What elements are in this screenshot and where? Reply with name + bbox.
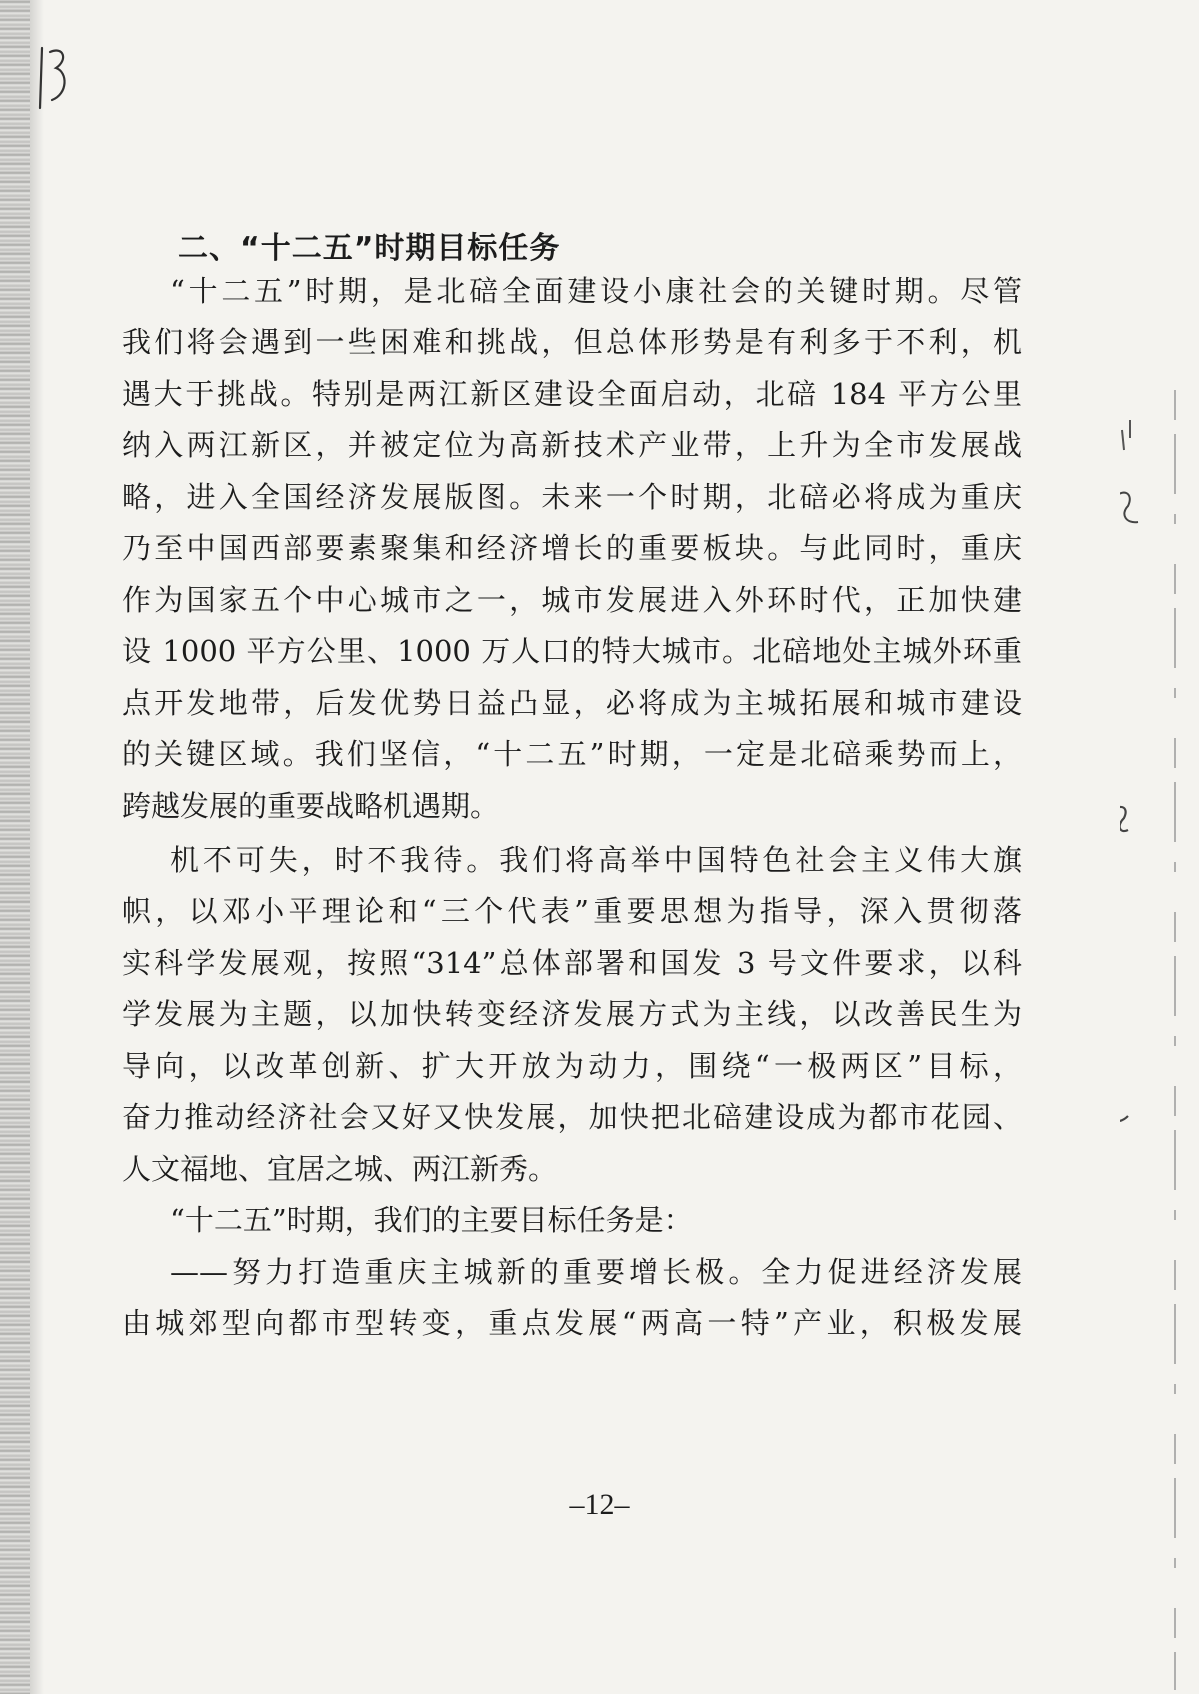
section-title: 二、“十二五”时期目标任务 [178,231,561,266]
paragraph-line-4: 纳入两江新区，并被定位为高新技术产业带，上升为全市发展战 [122,428,1022,462]
paragraph-line-9: 点开发地带，后发优势日益凸显，必将成为主城拓展和城市建设 [122,686,1022,720]
paragraph-line-5: 略，进入全国经济发展版图。未来一个时期，北碚必将成为重庆 [122,480,1022,514]
paragraph-line-18: 人文福地、宜居之城、两江新秀。 [122,1152,558,1186]
paragraph-line-11: 跨越发展的重要战略机遇期。 [122,789,500,823]
paragraph-line-13: 帜，以邓小平理论和“三个代表”重要思想为指导，深入贯彻落 [122,894,1022,928]
paragraph-line-2: 我们将会遇到一些困难和挑战，但总体形势是有利多于不利，机 [122,325,1022,359]
scan-binding-shadow [30,0,44,1694]
paragraph-line-8: 设 1000 平方公里、1000 万人口的特大城市。北碚地处主城外环重 [122,634,1022,668]
handwritten-margin-note [34,38,74,118]
paragraph-line-12: 机不可失，时不我待。我们将高举中国特色社会主义伟大旗 [170,843,1022,877]
paragraph-line-3: 遇大于挑战。特别是两江新区建设全面启动，北碚 184 平方公里 [122,377,1022,411]
paragraph-line-16: 导向，以改革创新、扩大开放为动力，围绕“一极两区”目标， [122,1049,1022,1083]
paragraph-line-15: 学发展为主题，以加快转变经济发展方式为主线，以改善民生为 [122,997,1022,1031]
paragraph-line-10: 的关键区域。我们坚信，“十二五”时期，一定是北碚乘势而上， [122,737,1022,771]
paragraph-line-6: 乃至中国西部要素聚集和经济增长的重要板块。与此同时，重庆 [122,531,1022,565]
paragraph-line-20: ——努力打造重庆主城新的重要增长极。全力促进经济发展 [170,1255,1022,1289]
paragraph-line-19: “十二五”时期，我们的主要目标任务是： [170,1203,693,1237]
scan-binding-edge [0,0,30,1694]
page-number: –12– [569,1488,630,1521]
paragraph-line-17: 奋力推动经济社会又好又快发展，加快把北碚建设成为都市花园、 [122,1100,1022,1134]
paragraph-line-21: 由城郊型向都市型转变，重点发展“两高一特”产业，积极发展 [122,1306,1022,1340]
paragraph-line-14: 实科学发展观，按照“314”总体部署和国发 3 号文件要求，以科 [122,946,1022,980]
paragraph-line-7: 作为国家五个中心城市之一，城市发展进入外环时代，正加快建 [122,583,1022,617]
paragraph-line-1: “十二五”时期，是北碚全面建设小康社会的关键时期。尽管 [170,274,1022,308]
